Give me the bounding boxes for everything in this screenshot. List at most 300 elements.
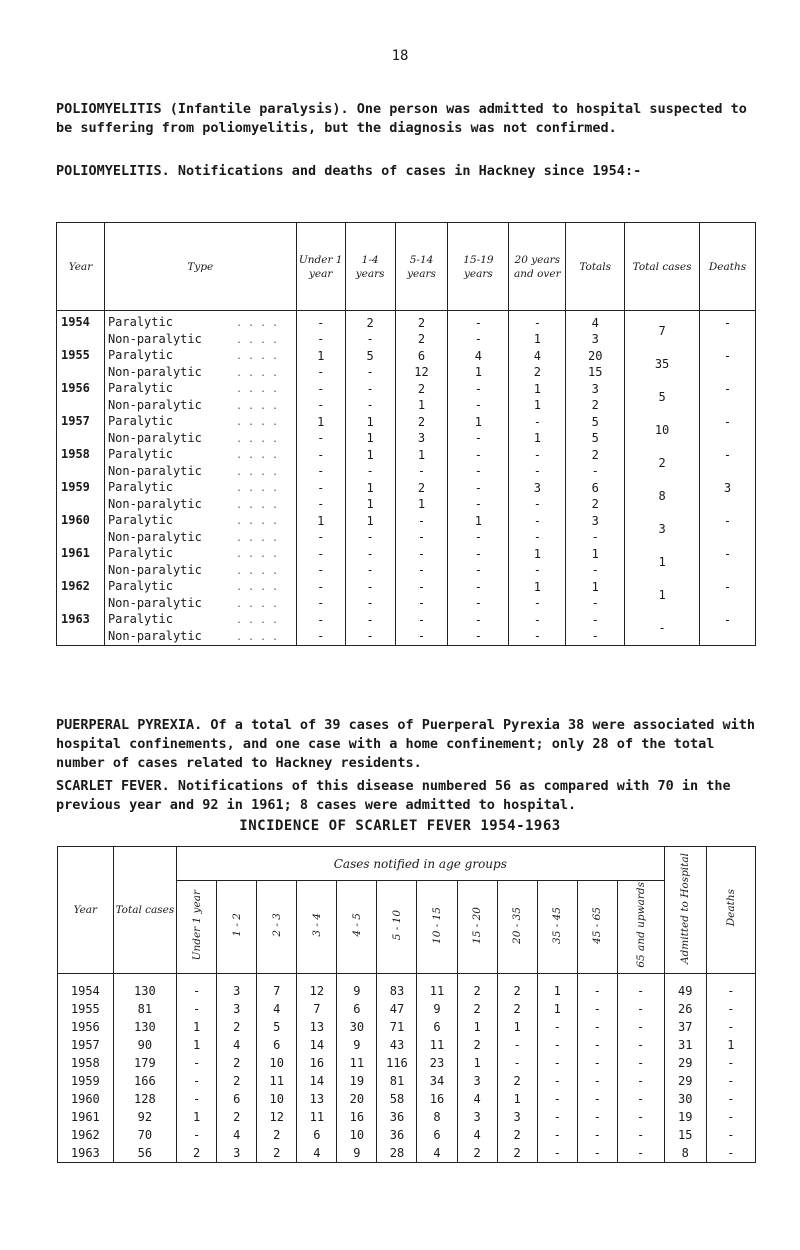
polio-row	[57, 579, 756, 596]
scarlet-total-cell: 92	[113, 1108, 176, 1126]
polio-type-label: Paralytic	[107, 513, 173, 527]
scarlet-age-cell: 11	[417, 1036, 457, 1054]
scarlet-age-cell: 2	[457, 974, 497, 1001]
polio-cell-1-4: 1	[345, 497, 395, 514]
polio-total-cases-cell: 3	[625, 513, 700, 546]
polio-row	[57, 311, 756, 332]
polio-cell-totals: 2	[566, 497, 625, 514]
polio-type-cell	[104, 447, 296, 464]
polio-cell-20-over: 1	[509, 579, 566, 596]
scarlet-age-header-label: 45 - 65	[591, 906, 604, 944]
polio-cell-1-4: 1	[345, 431, 395, 448]
polio-type-label: Paralytic	[107, 579, 173, 593]
scarlet-age-cell: -	[497, 1036, 537, 1054]
polio-type-cell	[104, 480, 296, 497]
polio-row	[57, 447, 756, 464]
scarlet-age-header-label: 15 - 20	[471, 906, 484, 944]
scarlet-age-cell: -	[617, 1072, 664, 1090]
polio-type-label: Non-paralytic	[107, 562, 202, 577]
scarlet-age-cell: 5	[257, 1018, 297, 1036]
polio-row	[57, 546, 756, 563]
scarlet-age-cell: 6	[257, 1036, 297, 1054]
scarlet-age-header	[417, 881, 457, 974]
polio-cell-under-1: -	[296, 447, 345, 464]
polio-deaths-cell: -	[699, 447, 755, 464]
scarlet-paragraph: SCARLET FEVER. Notifications of this disease numbered 56 as compared with 70 in the previous year and 92 in 1961; 8 cases were admitted to hospital.	[56, 778, 731, 813]
scarlet-age-cell: -	[617, 1108, 664, 1126]
scarlet-age-cell: 2	[257, 1144, 297, 1163]
polio-type-label: Paralytic	[107, 480, 173, 494]
polio-year-cell: 1962	[57, 579, 105, 612]
polio-cell-1-4: 1	[345, 513, 395, 530]
polio-total-cases-cell: 35	[625, 348, 700, 381]
polio-cell-15-19: -	[448, 530, 509, 547]
polio-cell-20-over: -	[509, 530, 566, 547]
polio-row	[57, 414, 756, 431]
polio-type-label: Non-paralytic	[107, 628, 202, 643]
polio-type-cell	[104, 530, 296, 547]
scarlet-age-header	[377, 881, 417, 974]
polio-deaths-cell: -	[699, 311, 755, 332]
scarlet-age-cell: 3	[217, 1000, 257, 1018]
polio-cell-20-over: -	[509, 513, 566, 530]
polio-cell-20-over: -	[509, 447, 566, 464]
polio-cell-5-14: 1	[395, 497, 448, 514]
scarlet-age-cell: 3	[217, 974, 257, 1001]
polio-type-cell	[104, 579, 296, 596]
polio-cell-totals: 1	[566, 579, 625, 596]
scarlet-admitted-cell: 49	[664, 974, 706, 1001]
scarlet-age-cell: 16	[297, 1054, 337, 1072]
scarlet-age-cell: 9	[337, 1036, 377, 1054]
scarlet-admitted-cell: 26	[664, 1000, 706, 1018]
polio-cell-1-4: -	[345, 612, 395, 629]
scarlet-age-header-label: Under 1 year	[190, 889, 203, 961]
dot-leader: . . . .	[235, 334, 279, 346]
polio-cell-5-14: -	[395, 464, 448, 481]
polio-cell-1-4: -	[345, 398, 395, 415]
scarlet-year-cell: 1957	[58, 1036, 114, 1054]
polio-year-cell: 1957	[57, 414, 105, 447]
scarlet-total-cell: 70	[113, 1126, 176, 1144]
polio-cell-1-4: -	[345, 596, 395, 613]
polio-type-cell	[104, 414, 296, 431]
polio-type-cell	[104, 365, 296, 382]
polio-deaths-cell: -	[699, 414, 755, 431]
polio-type-label: Paralytic	[107, 447, 173, 461]
polio-cell-under-1: -	[296, 629, 345, 646]
scarlet-age-cell: 3	[497, 1108, 537, 1126]
scarlet-year-cell: 1962	[58, 1126, 114, 1144]
scarlet-age-header	[577, 881, 617, 974]
scarlet-age-cell: -	[537, 1090, 577, 1108]
polio-cell-under-1: -	[296, 530, 345, 547]
polio-type-cell	[104, 563, 296, 580]
polio-cell-under-1: 1	[296, 348, 345, 365]
polio-cell-totals: 3	[566, 513, 625, 530]
polio-cell-15-19: 4	[448, 348, 509, 365]
scarlet-age-cell: 9	[417, 1000, 457, 1018]
polio-cell-1-4: -	[345, 629, 395, 646]
scarlet-age-cell: 4	[457, 1090, 497, 1108]
scarlet-age-cell: -	[617, 1054, 664, 1072]
scarlet-age-cell: 12	[297, 974, 337, 1001]
scarlet-age-cell: 12	[257, 1108, 297, 1126]
scarlet-age-header-label: 20 - 35	[511, 906, 524, 944]
scarlet-age-cell: 16	[417, 1090, 457, 1108]
scarlet-age-cell: -	[617, 1000, 664, 1018]
scarlet-table-body	[58, 974, 756, 1163]
scarlet-age-cell: -	[177, 1072, 217, 1090]
scarlet-age-header	[537, 881, 577, 974]
scarlet-admitted-cell: 29	[664, 1072, 706, 1090]
polio-deaths-cell: -	[699, 513, 755, 530]
scarlet-age-cell: 10	[337, 1126, 377, 1144]
polio-year-cell: 1958	[57, 447, 105, 480]
polio-deaths-blank	[699, 530, 755, 547]
scarlet-age-cell: 71	[377, 1018, 417, 1036]
polio-type-cell	[104, 497, 296, 514]
polio-type-label: Non-paralytic	[107, 529, 202, 544]
polio-row	[57, 348, 756, 365]
scarlet-age-cell: -	[577, 1018, 617, 1036]
scarlet-deaths-cell: -	[706, 1000, 755, 1018]
dot-leader: . . . .	[235, 318, 279, 329]
scarlet-age-cell: -	[177, 1000, 217, 1018]
polio-cell-20-over: 1	[509, 398, 566, 415]
scarlet-deaths-cell: -	[706, 1090, 755, 1108]
polio-cell-5-14: 12	[395, 365, 448, 382]
polio-cell-under-1: -	[296, 398, 345, 415]
polio-type-cell	[104, 311, 296, 332]
polio-cell-5-14: 2	[395, 381, 448, 398]
polio-total-cases-cell: 8	[625, 480, 700, 513]
polio-cell-totals: -	[566, 596, 625, 613]
polio-total-cases-cell: 1	[625, 579, 700, 612]
scarlet-age-cell: 2	[217, 1108, 257, 1126]
polio-cell-15-19: -	[448, 447, 509, 464]
scarlet-row	[58, 1018, 756, 1036]
scarlet-age-cell: 1	[177, 1036, 217, 1054]
polio-header-row	[57, 223, 756, 311]
polio-cell-totals: -	[566, 629, 625, 646]
polio-header-deaths: Deaths	[699, 223, 755, 311]
dot-leader: . . . .	[235, 565, 279, 577]
polio-cell-totals: 1	[566, 546, 625, 563]
scarlet-age-cell: 1	[177, 1018, 217, 1036]
scarlet-age-header-label: 3 - 4	[310, 913, 323, 937]
polio-cell-totals: 5	[566, 414, 625, 431]
scarlet-age-cell: -	[617, 1144, 664, 1163]
polio-cell-totals: 15	[566, 365, 625, 382]
polio-cell-15-19: -	[448, 311, 509, 332]
polio-type-cell	[104, 464, 296, 481]
polio-table-caption: POLIOMYELITIS. Notifications and deaths of cases in Hackney since 1954:-	[56, 163, 642, 179]
polio-type-label: Paralytic	[107, 315, 173, 329]
scarlet-admitted-cell: 19	[664, 1108, 706, 1126]
scarlet-age-header-label: 35 - 45	[551, 906, 564, 944]
scarlet-age-cell: 28	[377, 1144, 417, 1163]
dot-leader: . . . .	[235, 598, 279, 610]
scarlet-age-cell: 2	[457, 1000, 497, 1018]
scarlet-age-cell: 10	[257, 1054, 297, 1072]
polio-cell-15-19: -	[448, 579, 509, 596]
scarlet-deaths-cell: -	[706, 1144, 755, 1163]
scarlet-age-cell: 2	[457, 1144, 497, 1163]
polio-cell-totals: 2	[566, 398, 625, 415]
scarlet-age-header	[617, 881, 664, 974]
polio-cell-15-19: -	[448, 596, 509, 613]
polio-deaths-cell: -	[699, 546, 755, 563]
polio-row	[57, 612, 756, 629]
scarlet-age-cell: 43	[377, 1036, 417, 1054]
scarlet-total-cell: 179	[113, 1054, 176, 1072]
polio-type-label: Non-paralytic	[107, 397, 202, 412]
scarlet-age-cell: 9	[337, 974, 377, 1001]
scarlet-year-cell: 1958	[58, 1054, 114, 1072]
polio-deaths-cell: -	[699, 579, 755, 596]
scarlet-row	[58, 1108, 756, 1126]
scarlet-age-cell: 34	[417, 1072, 457, 1090]
scarlet-age-cell: 1	[537, 974, 577, 1001]
scarlet-age-cell: -	[537, 1054, 577, 1072]
scarlet-total-cell: 56	[113, 1144, 176, 1163]
polio-header-1-4: 1-4 years	[345, 223, 395, 311]
polio-cell-1-4: -	[345, 464, 395, 481]
polio-total-cases-cell: 5	[625, 381, 700, 414]
scarlet-age-header	[297, 881, 337, 974]
polio-type-label: Paralytic	[107, 546, 173, 560]
scarlet-age-cell: -	[577, 1090, 617, 1108]
scarlet-age-cell: 4	[417, 1144, 457, 1163]
scarlet-age-cell: 2	[257, 1126, 297, 1144]
scarlet-age-cell: 4	[297, 1144, 337, 1163]
scarlet-year-cell: 1963	[58, 1144, 114, 1163]
polio-cell-15-19: -	[448, 431, 509, 448]
scarlet-age-cell: 2	[217, 1072, 257, 1090]
polio-cell-1-4: -	[345, 563, 395, 580]
scarlet-age-header-label: 10 - 15	[431, 906, 444, 944]
scarlet-age-cell: 19	[337, 1072, 377, 1090]
scarlet-admitted-cell: 15	[664, 1126, 706, 1144]
scarlet-age-cell: 36	[377, 1126, 417, 1144]
scarlet-age-cell: 1	[177, 1108, 217, 1126]
polio-cell-under-1: 1	[296, 414, 345, 431]
scarlet-year-cell: 1956	[58, 1018, 114, 1036]
scarlet-age-cell: 47	[377, 1000, 417, 1018]
scarlet-age-cell: 4	[217, 1036, 257, 1054]
polio-table-body	[57, 311, 756, 646]
scarlet-age-header	[457, 881, 497, 974]
polio-header-20-over: 20 years and over	[509, 223, 566, 311]
scarlet-age-cell: -	[177, 1090, 217, 1108]
scarlet-age-cell: -	[577, 1108, 617, 1126]
scarlet-age-cell: -	[577, 1072, 617, 1090]
polio-cell-under-1: -	[296, 381, 345, 398]
polio-cell-under-1: -	[296, 612, 345, 629]
polio-cell-totals: 2	[566, 447, 625, 464]
polio-type-label: Paralytic	[107, 381, 173, 395]
polio-cell-5-14: 1	[395, 447, 448, 464]
polio-cell-1-4: -	[345, 530, 395, 547]
dot-leader: . . . .	[235, 351, 279, 362]
scarlet-age-cell: 2	[217, 1018, 257, 1036]
polio-cell-under-1: -	[296, 546, 345, 563]
polio-deaths-blank	[699, 431, 755, 448]
polio-cell-15-19: -	[448, 464, 509, 481]
scarlet-age-header-label: 65 and upwards	[634, 882, 647, 968]
polio-cell-1-4: 1	[345, 447, 395, 464]
dot-leader: . . . .	[235, 417, 279, 428]
polio-cell-under-1: -	[296, 563, 345, 580]
scarlet-header-age-groups: Cases notified in age groups	[177, 847, 664, 881]
scarlet-age-cell: 14	[297, 1036, 337, 1054]
polio-cell-totals: 4	[566, 311, 625, 332]
polio-deaths-blank	[699, 464, 755, 481]
scarlet-age-cell: 16	[337, 1108, 377, 1126]
scarlet-admitted-cell: 37	[664, 1018, 706, 1036]
polio-cell-under-1: -	[296, 332, 345, 349]
dot-leader: . . . .	[235, 483, 279, 494]
dot-leader: . . . .	[235, 400, 279, 412]
polio-cell-5-14: -	[395, 579, 448, 596]
dot-leader: . . . .	[235, 466, 279, 478]
polio-header-under-1: Under 1 year	[296, 223, 345, 311]
polio-cell-under-1: 1	[296, 513, 345, 530]
scarlet-age-cell: -	[617, 1126, 664, 1144]
scarlet-row	[58, 1072, 756, 1090]
scarlet-total-cell: 130	[113, 974, 176, 1001]
polio-cell-5-14: -	[395, 530, 448, 547]
polio-cell-20-over: -	[509, 563, 566, 580]
polio-cell-under-1: -	[296, 464, 345, 481]
scarlet-deaths-cell: -	[706, 1054, 755, 1072]
polio-cell-1-4: -	[345, 365, 395, 382]
polio-row	[57, 480, 756, 497]
polio-cell-20-over: -	[509, 629, 566, 646]
scarlet-age-cell: 13	[297, 1018, 337, 1036]
polio-type-cell	[104, 348, 296, 365]
scarlet-age-cell: -	[577, 974, 617, 1001]
polio-cell-1-4: -	[345, 332, 395, 349]
polio-cell-5-14: 2	[395, 311, 448, 332]
scarlet-age-cell: 2	[497, 1000, 537, 1018]
polio-cell-1-4: 2	[345, 311, 395, 332]
polio-type-label: Non-paralytic	[107, 331, 202, 346]
polio-total-cases-cell: 10	[625, 414, 700, 447]
polio-cell-15-19: -	[448, 497, 509, 514]
polio-cell-totals: -	[566, 464, 625, 481]
scarlet-age-cell: 36	[377, 1108, 417, 1126]
polio-header-5-14: 5-14 years	[395, 223, 448, 311]
polio-cell-5-14: -	[395, 563, 448, 580]
scarlet-age-cell: 9	[337, 1144, 377, 1163]
scarlet-admitted-cell: 8	[664, 1144, 706, 1163]
polio-deaths-blank	[699, 629, 755, 646]
polio-cell-1-4: -	[345, 579, 395, 596]
polio-cell-20-over: 1	[509, 381, 566, 398]
scarlet-age-cell: -	[577, 1054, 617, 1072]
scarlet-age-cell: 6	[217, 1090, 257, 1108]
scarlet-age-cell: 6	[417, 1018, 457, 1036]
scarlet-age-cell: 1	[497, 1090, 537, 1108]
dot-leader: . . . .	[235, 450, 279, 461]
polio-row	[57, 381, 756, 398]
scarlet-age-cell: 58	[377, 1090, 417, 1108]
polio-cell-totals: -	[566, 530, 625, 547]
scarlet-table-title: INCIDENCE OF SCARLET FEVER 1954-1963	[239, 818, 561, 834]
dot-leader: . . . .	[235, 367, 279, 379]
polio-cell-20-over: 1	[509, 332, 566, 349]
scarlet-deaths-cell: -	[706, 1072, 755, 1090]
polio-cell-totals: -	[566, 563, 625, 580]
scarlet-age-cell: 4	[457, 1126, 497, 1144]
polio-cell-5-14: 1	[395, 398, 448, 415]
polio-cell-15-19: -	[448, 563, 509, 580]
scarlet-age-cell: -	[537, 1108, 577, 1126]
scarlet-age-header	[497, 881, 537, 974]
polio-cell-under-1: -	[296, 497, 345, 514]
scarlet-age-cell: -	[537, 1072, 577, 1090]
scarlet-total-cell: 81	[113, 1000, 176, 1018]
scarlet-age-cell: 2	[217, 1054, 257, 1072]
polio-cell-20-over: -	[509, 464, 566, 481]
polio-cell-20-over: 2	[509, 365, 566, 382]
polio-year-cell: 1960	[57, 513, 105, 546]
polio-cell-20-over: 1	[509, 431, 566, 448]
scarlet-age-cell: 4	[257, 1000, 297, 1018]
scarlet-age-cell: 8	[417, 1108, 457, 1126]
scarlet-admitted-cell: 31	[664, 1036, 706, 1054]
polio-cell-5-14: 6	[395, 348, 448, 365]
scarlet-row	[58, 1036, 756, 1054]
polio-cell-15-19: -	[448, 332, 509, 349]
dot-leader: . . . .	[235, 549, 279, 560]
polio-year-cell: 1955	[57, 348, 105, 381]
scarlet-age-header	[257, 881, 297, 974]
polio-total-cases-cell: 7	[625, 311, 700, 349]
scarlet-age-cell: -	[577, 1126, 617, 1144]
scarlet-row	[58, 974, 756, 1001]
scarlet-row	[58, 1090, 756, 1108]
polio-header-year: Year	[57, 223, 105, 311]
polio-cell-20-over: 3	[509, 480, 566, 497]
polio-deaths-blank	[699, 332, 755, 349]
polio-cell-totals: 6	[566, 480, 625, 497]
polio-type-cell	[104, 431, 296, 448]
polio-cell-5-14: -	[395, 629, 448, 646]
scarlet-age-cell: 2	[497, 1144, 537, 1163]
polio-type-cell	[104, 398, 296, 415]
scarlet-total-cell: 166	[113, 1072, 176, 1090]
polio-cell-20-over: -	[509, 612, 566, 629]
scarlet-age-cell: 6	[297, 1126, 337, 1144]
polio-cell-5-14: 2	[395, 480, 448, 497]
scarlet-year-cell: 1954	[58, 974, 114, 1001]
scarlet-header-year: Year	[58, 847, 114, 974]
scarlet-age-cell: 11	[417, 974, 457, 1001]
polio-year-cell: 1961	[57, 546, 105, 579]
scarlet-age-cell: 23	[417, 1054, 457, 1072]
polio-cell-20-over: -	[509, 311, 566, 332]
polio-cell-15-19: -	[448, 480, 509, 497]
polio-deaths-cell: -	[699, 612, 755, 629]
puerperal-paragraph: PUERPERAL PYREXIA. Of a total of 39 cases of Puerperal Pyrexia 38 were associated with hospital confinements, and one case with a home confinement; only 28 of the total number of cases related to Hackney residents.	[56, 717, 755, 771]
polio-cell-under-1: -	[296, 596, 345, 613]
polio-cell-15-19: -	[448, 612, 509, 629]
polio-cell-5-14: -	[395, 546, 448, 563]
scarlet-age-cell: 81	[377, 1072, 417, 1090]
